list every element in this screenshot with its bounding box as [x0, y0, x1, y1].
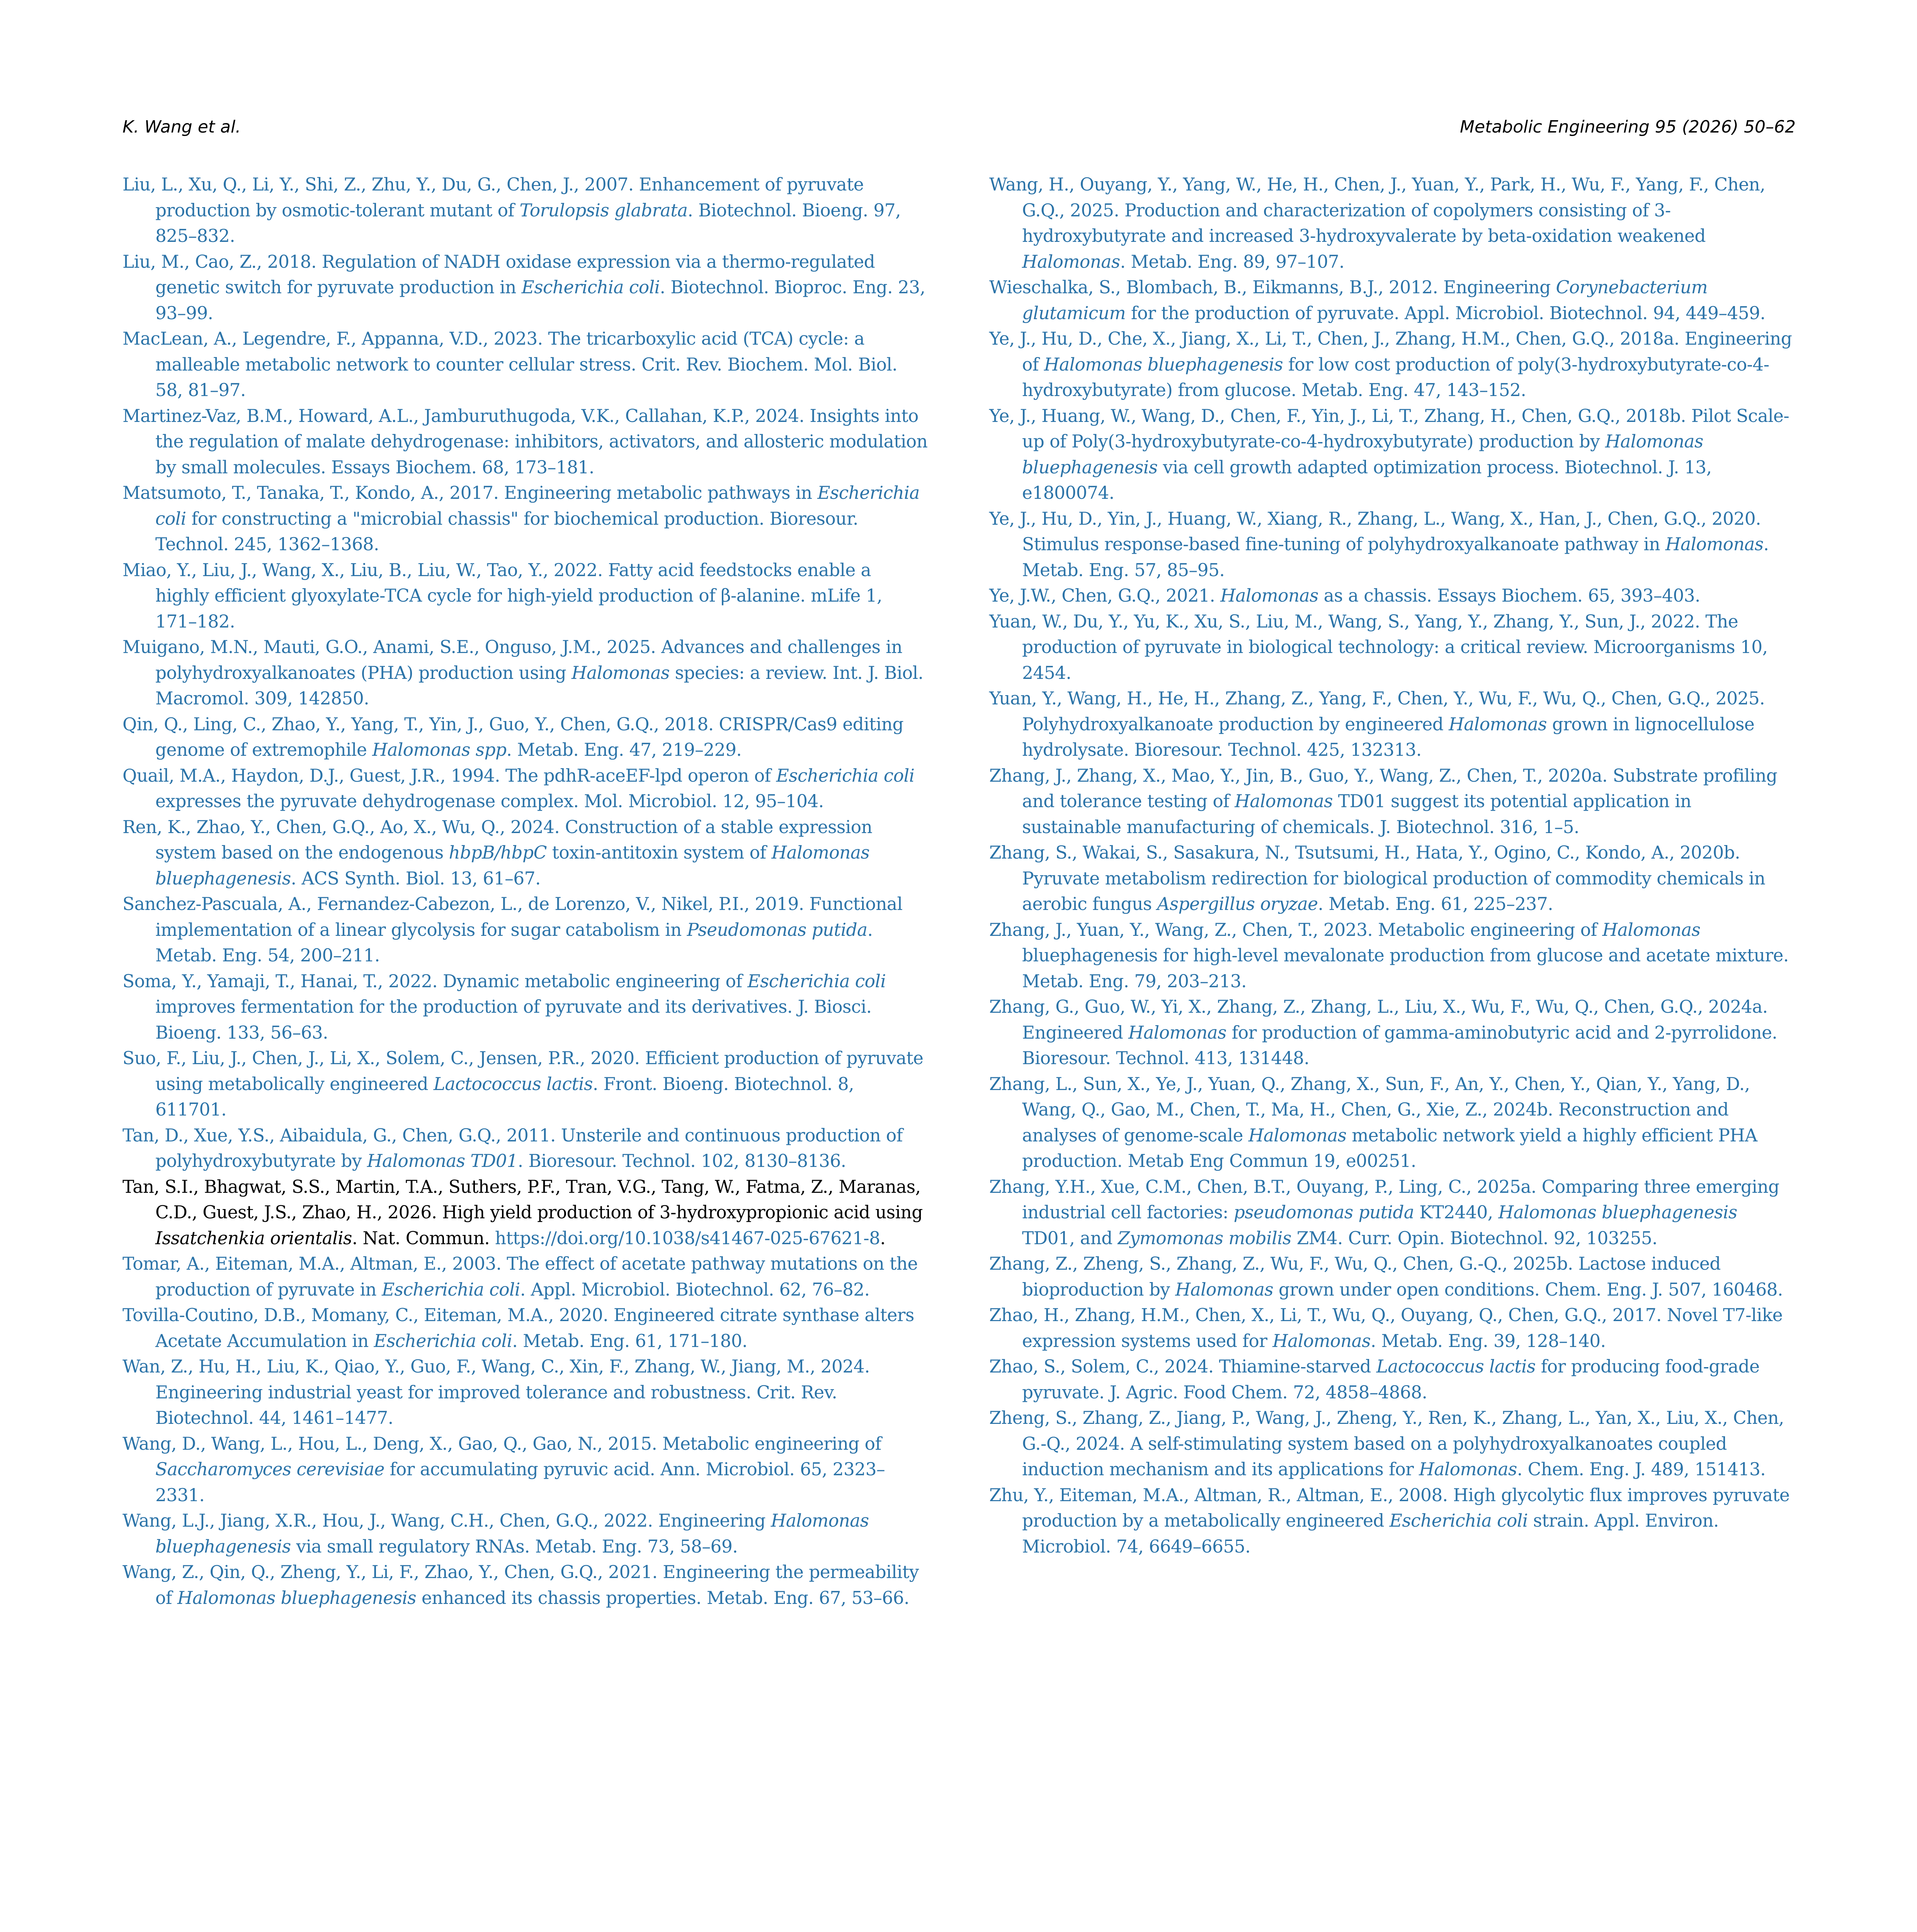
reference-entry[interactable]: [989, 1405, 1795, 1483]
reference-text: grown under open conditions. Chem. Eng. J. 507, 160468.: [1273, 1279, 1783, 1300]
species-name: Aspergillus oryzae: [1157, 894, 1318, 914]
reference-entry[interactable]: [989, 506, 1795, 583]
reference-text: TD01 suggest its potential application in sustainable manufacturing of chemicals. J. Biotechnol. 316, 1–5.: [1022, 791, 1691, 837]
species-name: Halomonas TD01: [367, 1151, 518, 1171]
reference-text: Zhang, L., Sun, X., Ye, J., Yuan, Q., Zhang, X., Sun, F., An, Y., Chen, Y., Qian, Y., Yang, D., Wang, Q., Gao, M., Chen, T., Ma, H., Chen, G., Xie, Z., 2024b. Reconstruction and analyses of genome-scale: [989, 1073, 1750, 1146]
reference-text: Soma, Y., Yamaji, T., Hanai, T., 2022. Dynamic metabolic engineering of: [122, 971, 748, 992]
reference-text: Zhang, J., Zhang, X., Mao, Y., Jin, B., Guo, Y., Wang, Z., Chen, T., 2020a. Substrate profiling and tolerance testing of: [989, 765, 1778, 811]
reference-text: . Appl. Microbiol. Biotechnol. 62, 76–82.: [520, 1279, 870, 1300]
species-name: Lactococcus lactis: [433, 1073, 593, 1094]
reference-entry[interactable]: [989, 326, 1795, 403]
reference-entry[interactable]: [122, 634, 928, 712]
reference-text: . Nat. Commun.: [352, 1228, 495, 1248]
reference-text: Ren, K., Zhao, Y., Chen, G.Q., Ao, X., Wu, Q., 2024. Construction of a stable expression system based on the endogenous: [122, 816, 873, 863]
reference-text: Zhang, Z., Zheng, S., Zhang, Z., Wu, F., Wu, Q., Chen, G.-Q., 2025b. Lactose induced bioproduction by: [989, 1253, 1721, 1300]
reference-text: . ACS Synth. Biol. 13, 61–67.: [291, 868, 541, 889]
reference-text: . Biotechnol. Bioproc. Eng. 23, 93–99.: [155, 277, 925, 323]
reference-text: via small regulatory RNAs. Metab. Eng. 73, 58–69.: [291, 1536, 738, 1557]
reference-entry[interactable]: [122, 815, 928, 892]
reference-entry[interactable]: [989, 840, 1795, 917]
reference-text: for accumulating pyruvic acid. Ann. Microbiol. 65, 2323–2331.: [155, 1459, 885, 1505]
reference-text: Wang, D., Wang, L., Hou, L., Deng, X., Gao, Q., Gao, N., 2015. Metabolic engineering of: [122, 1433, 881, 1454]
reference-entry[interactable]: [989, 1174, 1795, 1252]
reference-text: Wang, L.J., Jiang, X.R., Hou, J., Wang, C.H., Chen, G.Q., 2022. Engineering: [122, 1510, 771, 1531]
species-name: pseudomonas putida: [1233, 1202, 1414, 1223]
reference-text: for the production of pyruvate. Appl. Microbiol. Biotechnol. 94, 449–459.: [1126, 303, 1766, 323]
species-name: Halomonas spp: [372, 740, 507, 760]
reference-entry[interactable]: [989, 1354, 1795, 1405]
references-right-column: [989, 172, 1795, 1560]
species-name: Saccharomyces cerevisiae: [155, 1459, 384, 1480]
species-name: hbpB/hbpC: [449, 842, 547, 863]
reference-text: strain. Appl. Environ. Microbiol. 74, 6649–6655.: [1022, 1510, 1719, 1557]
reference-text: species: a review. Int. J. Biol. Macromol. 309, 142850.: [155, 662, 924, 709]
reference-text: KT2440,: [1414, 1202, 1499, 1223]
reference-text: Tovilla-Coutino, D.B., Momany, C., Eiteman, M.A., 2020. Engineered citrate synthase alters Acetate Accumulation in: [122, 1305, 914, 1351]
reference-entry[interactable]: [122, 403, 928, 481]
reference-entry[interactable]: [989, 1251, 1795, 1303]
species-name: Zymomonas mobilis: [1118, 1228, 1291, 1248]
reference-entry[interactable]: [122, 1431, 928, 1509]
reference-text: Zhang, G., Guo, W., Yi, X., Zhang, Z., Zhang, L., Liu, X., Wu, F., Wu, Q., Chen, G.Q., 2024a. Engineered: [989, 997, 1768, 1043]
reference-entry[interactable]: [989, 1303, 1795, 1354]
reference-text: . Chem. Eng. J. 489, 151413.: [1517, 1459, 1766, 1480]
species-name: Halomonas: [1449, 714, 1547, 735]
species-name: Escherichia coli: [747, 971, 886, 992]
reference-entry[interactable]: [122, 1123, 928, 1174]
species-name: Corynebacterium glutamicum: [1022, 277, 1708, 323]
reference-text: expresses the pyruvate dehydrogenase complex. Mol. Microbiol. 12, 95–104.: [155, 791, 824, 811]
species-name: Halomonas bluephagenesis: [155, 842, 870, 889]
reference-text: toxin-antitoxin system of: [546, 842, 772, 863]
reference-entry[interactable]: [122, 558, 928, 635]
reference-entry[interactable]: [989, 275, 1795, 326]
reference-text: . Metab. Eng. 61, 171–180.: [512, 1330, 748, 1351]
reference-entry[interactable]: [122, 712, 928, 763]
species-name: Escherichia coli: [776, 765, 915, 786]
doi-link[interactable]: https://doi.org/10.1038/s41467-025-67621-8: [495, 1228, 880, 1248]
reference-text: Ye, J., Hu, D., Yin, J., Huang, W., Xiang, R., Zhang, L., Wang, X., Han, J., Chen, G.Q., 2020. Stimulus response-based fine-tuning of polyhydroxyalkanoate pathway in: [989, 508, 1761, 554]
reference-text: Zhang, Y.H., Xue, C.M., Chen, B.T., Ouyang, P., Ling, C., 2025a. Comparing three emerging industrial cell factories:: [989, 1176, 1779, 1223]
species-name: Halomonas bluephagenesis: [1498, 1202, 1737, 1223]
species-name: Issatchenkia orientalis: [155, 1228, 352, 1248]
species-name: Halomonas: [572, 662, 670, 683]
reference-text: Zheng, S., Zhang, Z., Jiang, P., Wang, J., Zheng, Y., Ren, K., Zhang, L., Yan, X., Liu, X., Chen, G.-Q., 2024. A self-stimulating system based on a polyhydroxyalkanoates coupled induction mechanism and its applications for: [989, 1408, 1784, 1480]
reference-text: . Front. Bioeng. Biotechnol. 8, 611701.: [155, 1073, 854, 1120]
reference-text: Qin, Q., Ling, C., Zhao, Y., Yang, T., Yin, J., Guo, Y., Chen, G.Q., 2018. CRISPR/Cas9 editing genome of extremophile: [122, 714, 904, 760]
reference-text: Quail, M.A., Haydon, D.J., Guest, J.R., 1994. The pdhR-aceEF-lpd operon of: [122, 765, 776, 786]
reference-text: ZM4. Curr. Opin. Biotechnol. 92, 103255.: [1291, 1228, 1658, 1248]
reference-text: for producing food-grade pyruvate. J. Agric. Food Chem. 72, 4858–4868.: [1022, 1356, 1760, 1403]
reference-entry[interactable]: [989, 403, 1795, 506]
reference-text: Zhu, Y., Eiteman, M.A., Altman, R., Altman, E., 2008. High glycolytic flux improves pyruvate production by a metabolically engineered: [989, 1485, 1790, 1531]
reference-entry[interactable]: [122, 1508, 928, 1560]
species-name: Halomonas bluephagenesis: [1022, 431, 1703, 478]
species-name: Escherichia coli: [1389, 1510, 1528, 1531]
reference-text: MacLean, A., Legendre, F., Appanna, V.D., 2023. The tricarboxylic acid (TCA) cycle: a malleable metabolic network to counter cellular stress. Crit. Rev. Biochem. Mol. Biol. 58, 81–97.: [122, 328, 898, 400]
species-name: Halomonas: [1022, 251, 1120, 272]
reference-text: Tan, D., Xue, Y.S., Aibaidula, G., Chen, G.Q., 2011. Unsterile and continuous production of polyhydroxybutyrate by: [122, 1125, 903, 1171]
species-name: Halomonas: [1602, 919, 1701, 940]
reference-text: for constructing a "microbial chassis" for biochemical production. Bioresour. Technol. 245, 1362–1368.: [155, 508, 858, 554]
references-left-column: [122, 172, 928, 1611]
species-name: Halomonas bluephagenesis: [1044, 354, 1283, 375]
species-name: Torulopsis glabrata: [519, 200, 688, 221]
reference-entry[interactable]: [989, 917, 1795, 995]
reference-text: . Metab. Eng. 39, 128–140.: [1370, 1330, 1606, 1351]
reference-text: Tan, S.I., Bhagwat, S.S., Martin, T.A., Suthers, P.F., Tran, V.G., Tang, W., Fatma, Z., Maranas, C.D., Guest, J.S., Zhao, H., 2026. High yield production of 3-hydroxypropionic acid using: [122, 1176, 923, 1223]
reference-entry[interactable]: [122, 480, 928, 558]
species-name: Halomonas: [1128, 1022, 1226, 1043]
reference-entry[interactable]: [989, 994, 1795, 1071]
reference-text: Zhang, S., Wakai, S., Sasakura, N., Tsutsumi, H., Hata, Y., Ogino, C., Kondo, A., 2020b. Pyruvate metabolism redirection for biological production of commodity chemicals in aerobic fungus: [989, 842, 1766, 914]
reference-entry[interactable]: [122, 1174, 928, 1252]
reference-entry[interactable]: [122, 763, 928, 815]
reference-text: Tomar, A., Eiteman, M.A., Altman, E., 2003. The effect of acetate pathway mutations on the production of pyruvate in: [122, 1253, 918, 1300]
reference-text: Miao, Y., Liu, J., Wang, X., Liu, B., Liu, W., Tao, Y., 2022. Fatty acid feedstocks enable a highly efficient glyoxylate-TCA cycle for high-yield production of β-alanine. mLife 1, 171–182.: [122, 560, 882, 632]
reference-entry[interactable]: [989, 1483, 1795, 1560]
reference-text: as a chassis. Essays Biochem. 65, 393–403.: [1318, 585, 1700, 606]
reference-entry[interactable]: [122, 1251, 928, 1303]
species-name: Escherichia coli: [155, 483, 920, 529]
reference-entry[interactable]: [122, 1354, 928, 1431]
species-name: Pseudomonas putida: [687, 919, 867, 940]
reference-entry[interactable]: [122, 249, 928, 327]
reference-entry[interactable]: [989, 686, 1795, 763]
species-name: Lactococcus lactis: [1376, 1356, 1536, 1377]
reference-text: . Biotechnol. Bioeng. 97, 825–832.: [155, 200, 901, 246]
reference-entry[interactable]: [989, 583, 1795, 609]
reference-entry[interactable]: [122, 172, 928, 249]
header-authors: K. Wang et al.: [122, 117, 241, 137]
reference-text: metabolic network yield a highly efficient PHA production. Metab Eng Commun 19, e00251.: [1022, 1125, 1757, 1171]
species-name: Halomonas: [1665, 534, 1764, 554]
reference-text: Yuan, W., Du, Y., Yu, K., Xu, S., Liu, M., Wang, S., Yang, Y., Zhang, Y., Sun, J., 2022. The production of pyruvate in biological technology: a critical review. Microorganisms 10, 2454.: [989, 611, 1768, 683]
reference-text: Wan, Z., Hu, H., Liu, K., Qiao, Y., Guo, F., Wang, C., Xin, F., Zhang, W., Jiang, M., 2024. Engineering industrial yeast for improved tolerance and robustness. Crit. Rev. Biotechnol. 44, 1461–1477.: [122, 1356, 870, 1428]
reference-text: Zhao, H., Zhang, H.M., Chen, X., Li, T., Wu, Q., Ouyang, Q., Chen, G.Q., 2017. Novel T7-like expression systems used for: [989, 1305, 1783, 1351]
reference-text: Ye, J.W., Chen, G.Q., 2021.: [989, 585, 1221, 606]
species-name: Halomonas: [1419, 1459, 1517, 1480]
reference-text: . Metab. Eng. 57, 85–95.: [1022, 534, 1769, 580]
species-name: Halomonas: [1220, 585, 1318, 606]
reference-text: . Metab. Eng. 47, 219–229.: [506, 740, 742, 760]
reference-text: Zhao, S., Solem, C., 2024. Thiamine-starved: [989, 1356, 1376, 1377]
reference-text: bluephagenesis for high-level mevalonate production from glucose and acetate mixture. Metab. Eng. 79, 203–213.: [1022, 945, 1789, 992]
reference-entry[interactable]: [989, 609, 1795, 686]
running-header: [122, 113, 1796, 141]
reference-entry[interactable]: [122, 969, 928, 1046]
reference-text: for production of gamma-aminobutyric acid and 2-pyrrolidone. Bioresour. Technol. 413, 131448.: [1022, 1022, 1778, 1068]
reference-text: Zhang, J., Yuan, Y., Wang, Z., Chen, T., 2023. Metabolic engineering of: [989, 919, 1602, 940]
reference-entry[interactable]: [122, 1046, 928, 1123]
reference-entry[interactable]: [989, 1071, 1795, 1174]
reference-text: improves fermentation for the production of pyruvate and its derivatives. J. Biosci. Bioeng. 133, 56–63.: [155, 997, 872, 1043]
reference-entry[interactable]: [989, 172, 1795, 275]
species-name: Escherichia coli: [382, 1279, 520, 1300]
reference-text: Muigano, M.N., Mauti, G.O., Anami, S.E., Onguso, J.M., 2025. Advances and challenges in polyhydroxyalkanoates (PHA) production using: [122, 637, 902, 683]
species-name: Halomonas: [1272, 1330, 1371, 1351]
reference-text: for low cost production of poly(3-hydroxybutyrate-co-4-hydroxybutyrate) from glucose. Metab. Eng. 47, 143–152.: [1022, 354, 1769, 400]
reference-text: grown in lignocellulose hydrolysate. Bioresour. Technol. 425, 132313.: [1022, 714, 1755, 760]
reference-text: Liu, M., Cao, Z., 2018. Regulation of NADH oxidase expression via a thermo-regulated genetic switch for pyruvate production in: [122, 251, 875, 298]
reference-entry[interactable]: [989, 763, 1795, 840]
species-name: Halomonas: [1248, 1125, 1347, 1146]
species-name: Halomonas bluephagenesis: [177, 1587, 417, 1608]
reference-text: Ye, J., Huang, W., Wang, D., Chen, F., Yin, J., Li, T., Zhang, H., Chen, G.Q., 2018b. Pilot Scale-up of Poly(3-hydroxybutyrate-co-4-hydroxybutyrate) production by: [989, 405, 1789, 452]
reference-entry[interactable]: [122, 1560, 928, 1611]
species-name: Halomonas: [1175, 1279, 1274, 1300]
reference-text: . Metab. Eng. 61, 225–237.: [1318, 894, 1553, 914]
species-name: Halomonas: [1235, 791, 1333, 811]
reference-text: . Bioresour. Technol. 102, 8130–8136.: [517, 1151, 846, 1171]
reference-text: enhanced its chassis properties. Metab. Eng. 67, 53–66.: [416, 1587, 909, 1608]
reference-text: .: [880, 1228, 886, 1248]
reference-text: Martinez-Vaz, B.M., Howard, A.L., Jamburuthugoda, V.K., Callahan, K.P., 2024. Insights into the regulation of malate dehydrogenase: inhibitors, activators, and allosteric modulation by small molecules. Essays Biochem. 68, 173–181.: [122, 405, 928, 478]
species-name: Escherichia coli: [374, 1330, 512, 1351]
reference-text: Wieschalka, S., Blombach, B., Eikmanns, B.J., 2012. Engineering: [989, 277, 1556, 298]
reference-text: Sanchez-Pascuala, A., Fernandez-Cabezon, L., de Lorenzo, V., Nikel, P.I., 2019. Functional implementation of a linear glycolysis for sugar catabolism in: [122, 894, 903, 940]
reference-text: TD01, and: [1022, 1228, 1118, 1248]
species-name: Escherichia coli: [521, 277, 660, 298]
reference-entry[interactable]: [122, 1303, 928, 1354]
reference-text: Ye, J., Hu, D., Che, X., Jiang, X., Li, T., Chen, J., Zhang, H.M., Chen, G.Q., 2018a. Engineering of: [989, 328, 1792, 375]
reference-entry[interactable]: [122, 326, 928, 403]
species-name: Halomonas bluephagenesis: [155, 1510, 869, 1557]
reference-text: Yuan, Y., Wang, H., He, H., Zhang, Z., Yang, F., Chen, Y., Wu, F., Wu, Q., Chen, G.Q., 2025. Polyhydroxyalkanoate production by engineered: [989, 688, 1765, 735]
reference-text: Liu, L., Xu, Q., Li, Y., Shi, Z., Zhu, Y., Du, G., Chen, J., 2007. Enhancement of pyruvate production by osmotic-tolerant mutant of: [122, 174, 864, 221]
reference-text: Wang, H., Ouyang, Y., Yang, W., He, H., Chen, J., Yuan, Y., Park, H., Wu, F., Yang, F., Chen, G.Q., 2025. Production and characterization of copolymers consisting of 3-hydroxybutyrate and increased 3-hydroxyvalerate by beta-oxidation weakened: [989, 174, 1766, 246]
reference-text: via cell growth adapted optimization process. Biotechnol. J. 13, e1800074.: [1022, 457, 1712, 503]
header-journal: Metabolic Engineering 95 (2026) 50–62: [1460, 117, 1796, 137]
reference-text: Suo, F., Liu, J., Chen, J., Li, X., Solem, C., Jensen, P.R., 2020. Efficient production of pyruvate using metabolically engineered: [122, 1048, 924, 1094]
reference-entry[interactable]: [122, 891, 928, 969]
reference-text: . Metab. Eng. 89, 97–107.: [1120, 251, 1344, 272]
reference-text: Wang, Z., Qin, Q., Zheng, Y., Li, F., Zhao, Y., Chen, G.Q., 2021. Engineering the permeability of: [122, 1562, 919, 1608]
reference-text: Matsumoto, T., Tanaka, T., Kondo, A., 2017. Engineering metabolic pathways in: [122, 483, 818, 503]
reference-text: . Metab. Eng. 54, 200–211.: [155, 919, 873, 966]
